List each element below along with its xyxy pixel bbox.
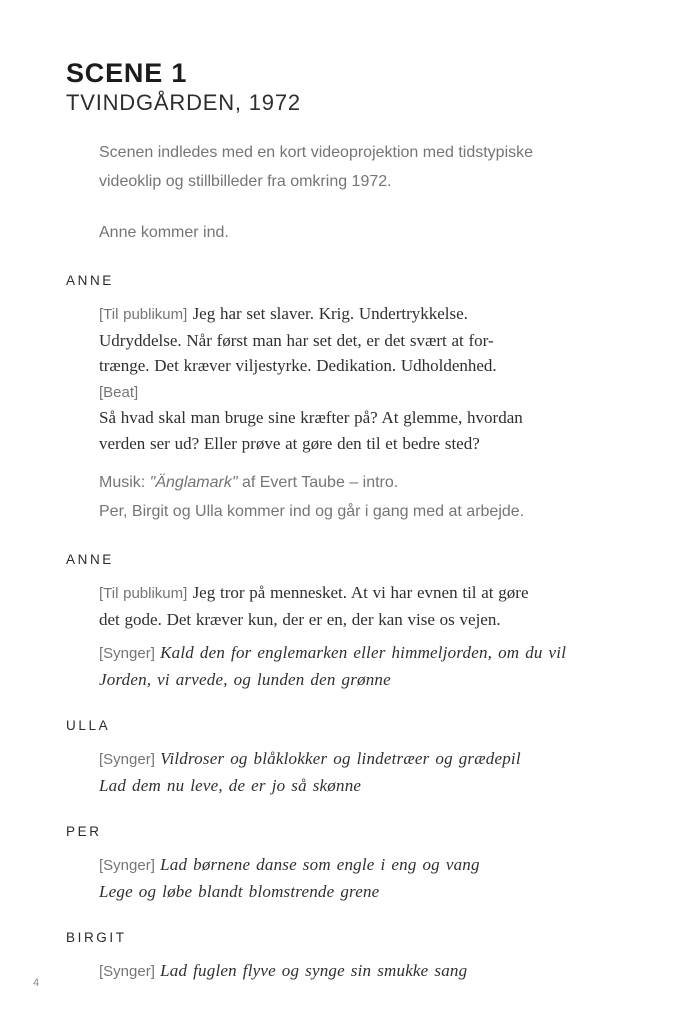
sung-text: Jorden, vi arvede, og lunden den grønne — [99, 669, 391, 689]
dialogue-tag: [Synger] — [99, 751, 155, 768]
sung-line — [99, 640, 630, 667]
song-block — [99, 746, 630, 798]
dialogue-line — [99, 353, 630, 379]
sung-line — [99, 958, 630, 985]
page-subtitle: TVINDGÅRDEN, 1972 — [66, 90, 301, 115]
stage-direction-line: Anne kommer ind. — [99, 224, 229, 241]
sung-text: Kald den for englemarken eller himmeljorden, om du vil — [160, 643, 567, 662]
stage-direction — [99, 218, 630, 247]
dialogue-text: verden ser ud? Eller prøve at gøre den til et bedre sted? — [99, 433, 480, 453]
dialogue-line — [99, 301, 630, 328]
speech-block — [99, 580, 630, 632]
dialogue-line — [99, 607, 630, 633]
dialogue-text: Jeg har set slaver. Krig. Undertrykkelse. — [192, 304, 468, 323]
sung-text: Lege og løbe blandt blomstrende grene — [99, 881, 380, 901]
sung-text: Lad dem nu leve, de er jo så skønne — [99, 775, 362, 795]
sung-text: Lad børnene danse som engle i eng og vang — [160, 855, 480, 874]
dialogue-tag: [Synger] — [99, 857, 155, 874]
dialogue-text: Så hvad skal man bruge sine kræfter på? At glemme, hvordan — [99, 408, 523, 427]
sung-text: Vildroser og blåklokker og lindetræer og grædepil — [160, 749, 521, 768]
dialogue-tag: [Til publikum] — [99, 585, 188, 602]
song-block — [99, 958, 630, 985]
speaker-name: ULLA — [66, 718, 111, 733]
dialogue-tag: [Til publikum] — [99, 306, 188, 323]
speaker-name: ANNE — [66, 552, 114, 567]
stage-direction-line: videoklip og stillbilleder fra omkring 1972. — [99, 173, 392, 190]
dialogue-line — [99, 379, 630, 406]
music-prefix: Musik: — [99, 474, 150, 491]
stage-direction — [99, 468, 630, 526]
stage-direction-line: Per, Birgit og Ulla kommer ind og går i gang med at arbejde. — [99, 503, 525, 520]
dialogue-text: Jeg tror på mennesket. At vi har evnen til at gøre — [192, 583, 529, 602]
dialogue-line — [99, 580, 630, 607]
dialogue-text: det gode. Det kræver kun, der er en, der kan vise os vejen. — [99, 609, 501, 629]
dialogue-tag: [Beat] — [99, 383, 139, 401]
sung-line — [99, 773, 630, 799]
dialogue-line — [99, 431, 630, 457]
speaker-name: ANNE — [66, 273, 114, 288]
dialogue-line — [99, 405, 630, 431]
dialogue-text: trænge. Det kræver viljestyrke. Dedikation. Udholdenhed. — [99, 356, 497, 375]
sung-line — [99, 879, 630, 905]
stage-direction — [99, 138, 630, 196]
sung-line — [99, 746, 630, 773]
sung-line — [99, 852, 630, 879]
sung-line — [99, 667, 630, 693]
dialogue-line — [99, 328, 630, 354]
speaker-name: BIRGIT — [66, 930, 127, 945]
song-block — [99, 852, 630, 904]
page-number: 4 — [33, 977, 40, 989]
music-song-title: "Änglamark" — [149, 474, 238, 491]
speech-block — [99, 301, 630, 456]
speaker-name: PER — [66, 824, 102, 839]
sung-text: Lad fuglen flyve og synge sin smukke sang — [160, 961, 468, 980]
stage-direction-line: Scenen indledes med en kort videoprojektion med tidstypiske — [99, 144, 534, 161]
dialogue-text: Udryddelse. Når først man har set det, er det svært at for- — [99, 330, 494, 350]
music-direction-line — [99, 468, 630, 497]
dialogue-tag: [Synger] — [99, 645, 155, 662]
dialogue-tag: [Synger] — [99, 963, 155, 980]
page-title: SCENE 1 — [66, 58, 188, 88]
music-suffix: af Evert Taube – intro. — [237, 474, 399, 491]
song-block — [99, 640, 630, 692]
